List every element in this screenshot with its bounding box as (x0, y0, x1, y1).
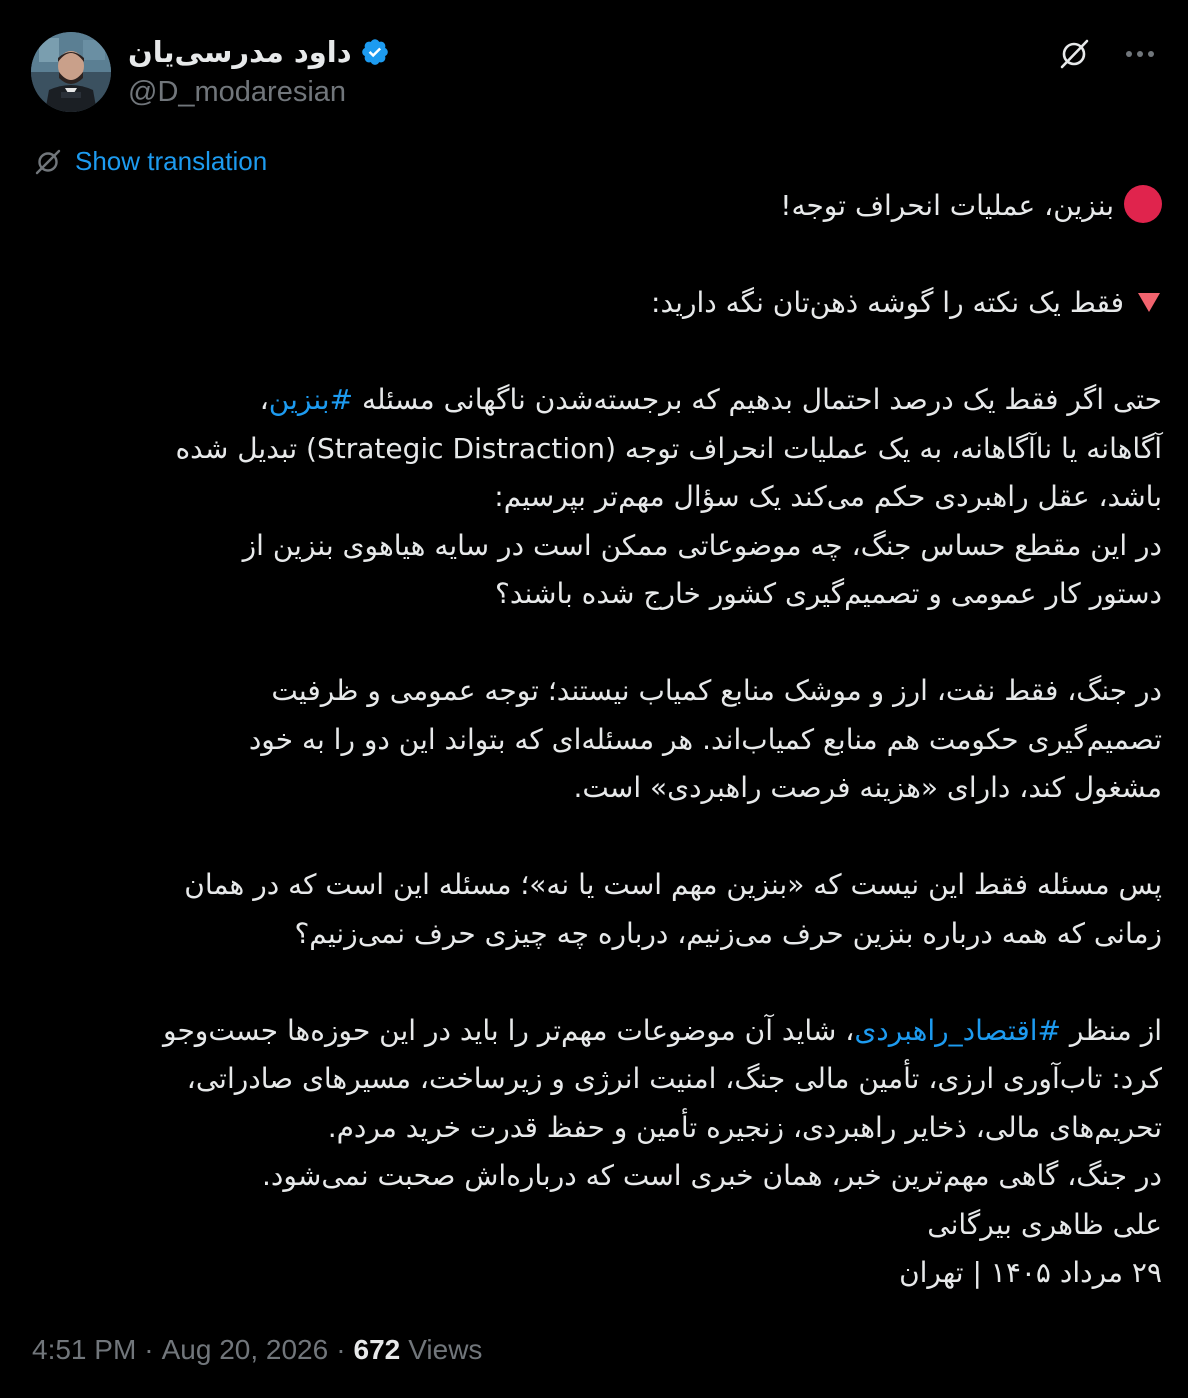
views-count: 672 (353, 1334, 401, 1365)
paragraph-line: آگاهانه یا ناآگاهانه، به یک عملیات انحراف توجه (Strategic Distraction) تبدیل شده (175, 431, 1162, 465)
paragraph-line: کرد: تاب‌آوری ارزی، تأمین مالی جنگ، امنیت انرژی و زیرساخت، مسیرهای صادراتی، (186, 1062, 1162, 1095)
show-translation-button[interactable] (33, 146, 267, 177)
paragraph-line: دستور کار عمومی و تصمیم‌گیری کشور خارج شده باشند؟ (494, 577, 1162, 610)
tweet-title: بنزین، عملیات انحراف توجه! (780, 189, 1114, 222)
paragraph-line: مشغول کند، دارای «هزینه فرصت راهبردی» است. (573, 771, 1162, 804)
author-name[interactable]: داود مدرسی‌یان (128, 35, 352, 69)
red-circle-emoji (1124, 185, 1162, 223)
signature-date: ۲۹ مرداد ۱۴۰۵ | تهران (899, 1256, 1162, 1289)
text-run: ، (259, 383, 269, 416)
paragraph-line: در جنگ، گاهی مهم‌ترین خبر، همان خبری است که درباره‌اش صحبت نمی‌شود. (262, 1159, 1162, 1192)
author-handle[interactable]: @D_modaresian (128, 76, 347, 108)
red-triangle-down-emoji (1136, 290, 1162, 314)
paragraph-line: پس مسئله فقط این نیست که «بنزین مهم است یا نه»؛ مسئله این است که در همان (184, 868, 1162, 901)
show-translation-label[interactable]: Show translation (75, 146, 268, 176)
tweet-date[interactable]: Aug 20, 2026 (161, 1334, 329, 1365)
more-dots (1124, 50, 1156, 58)
views-label: Views (408, 1334, 483, 1365)
paragraph-line: باشد، عقل راهبردی حکم می‌کند یک سؤال مهم‌تر بپرسیم: (494, 480, 1162, 513)
avatar-image (31, 32, 111, 112)
blank-line (30, 231, 1162, 280)
blank-line (30, 813, 1162, 862)
tweet-subtitle-line (30, 279, 1162, 328)
hashtag-link[interactable]: #بنزین (268, 383, 354, 416)
blank-line (30, 958, 1162, 1007)
paragraph-line (30, 1007, 1162, 1056)
text-run: از منظر (1061, 1013, 1162, 1047)
tweet-time[interactable]: 4:51 PM (32, 1334, 137, 1365)
paragraph-line: زمانی که همه درباره بنزین حرف می‌زنیم، درباره چه چیزی حرف نمی‌زنیم؟ (294, 916, 1162, 950)
signature-name: علی ظاهری بیرگانی (927, 1207, 1162, 1241)
paragraph-line: در این مقطع حساس جنگ، چه موضوعاتی ممکن است در سایه هیاهوی بنزین از (242, 528, 1162, 562)
verified-badge-icon[interactable] (360, 37, 390, 67)
translate-icon (33, 147, 63, 177)
blank-line (30, 328, 1162, 377)
meta-separator: · (336, 1334, 346, 1365)
name-row[interactable] (128, 30, 358, 74)
tweet-title-line (30, 182, 1162, 231)
avatar[interactable] (31, 32, 111, 112)
top-actions (1056, 36, 1158, 72)
tweet-meta (32, 1334, 482, 1366)
paragraph-line: تصمیم‌گیری حکومت هم منابع کمیاب‌اند. هر مسئله‌ای که بتواند این دو را به خود (248, 722, 1162, 756)
hashtag-link[interactable]: #اقتصاد_راهبردی (854, 1013, 1062, 1047)
text-run: ، شاید آن موضوعات مهم‌تر را باید در این حوزه‌ها جست‌وجو (163, 1013, 855, 1047)
tweet-text (30, 182, 1162, 1298)
paragraph-line (30, 376, 1162, 425)
author-block (128, 30, 528, 109)
tweet-subtitle: فقط یک نکته را گوشه ذهن‌تان نگه دارید: (651, 286, 1124, 319)
paragraph-line: در جنگ، فقط نفت، ارز و موشک منابع کمیاب نیستند؛ توجه عمومی و ظرفیت (271, 674, 1162, 707)
paragraph-line: تحریم‌های مالی، ذخایر راهبردی، زنجیره تأمین و حفظ قدرت خرید مردم. (327, 1110, 1162, 1144)
text-run: حتی اگر فقط یک درصد احتمال بدهیم که برجسته‌شدن ناگهانی مسئله (353, 383, 1162, 416)
meta-separator: · (144, 1334, 154, 1365)
blank-line (30, 619, 1162, 668)
more-icon[interactable] (1122, 36, 1158, 72)
grok-icon[interactable] (1056, 36, 1092, 72)
